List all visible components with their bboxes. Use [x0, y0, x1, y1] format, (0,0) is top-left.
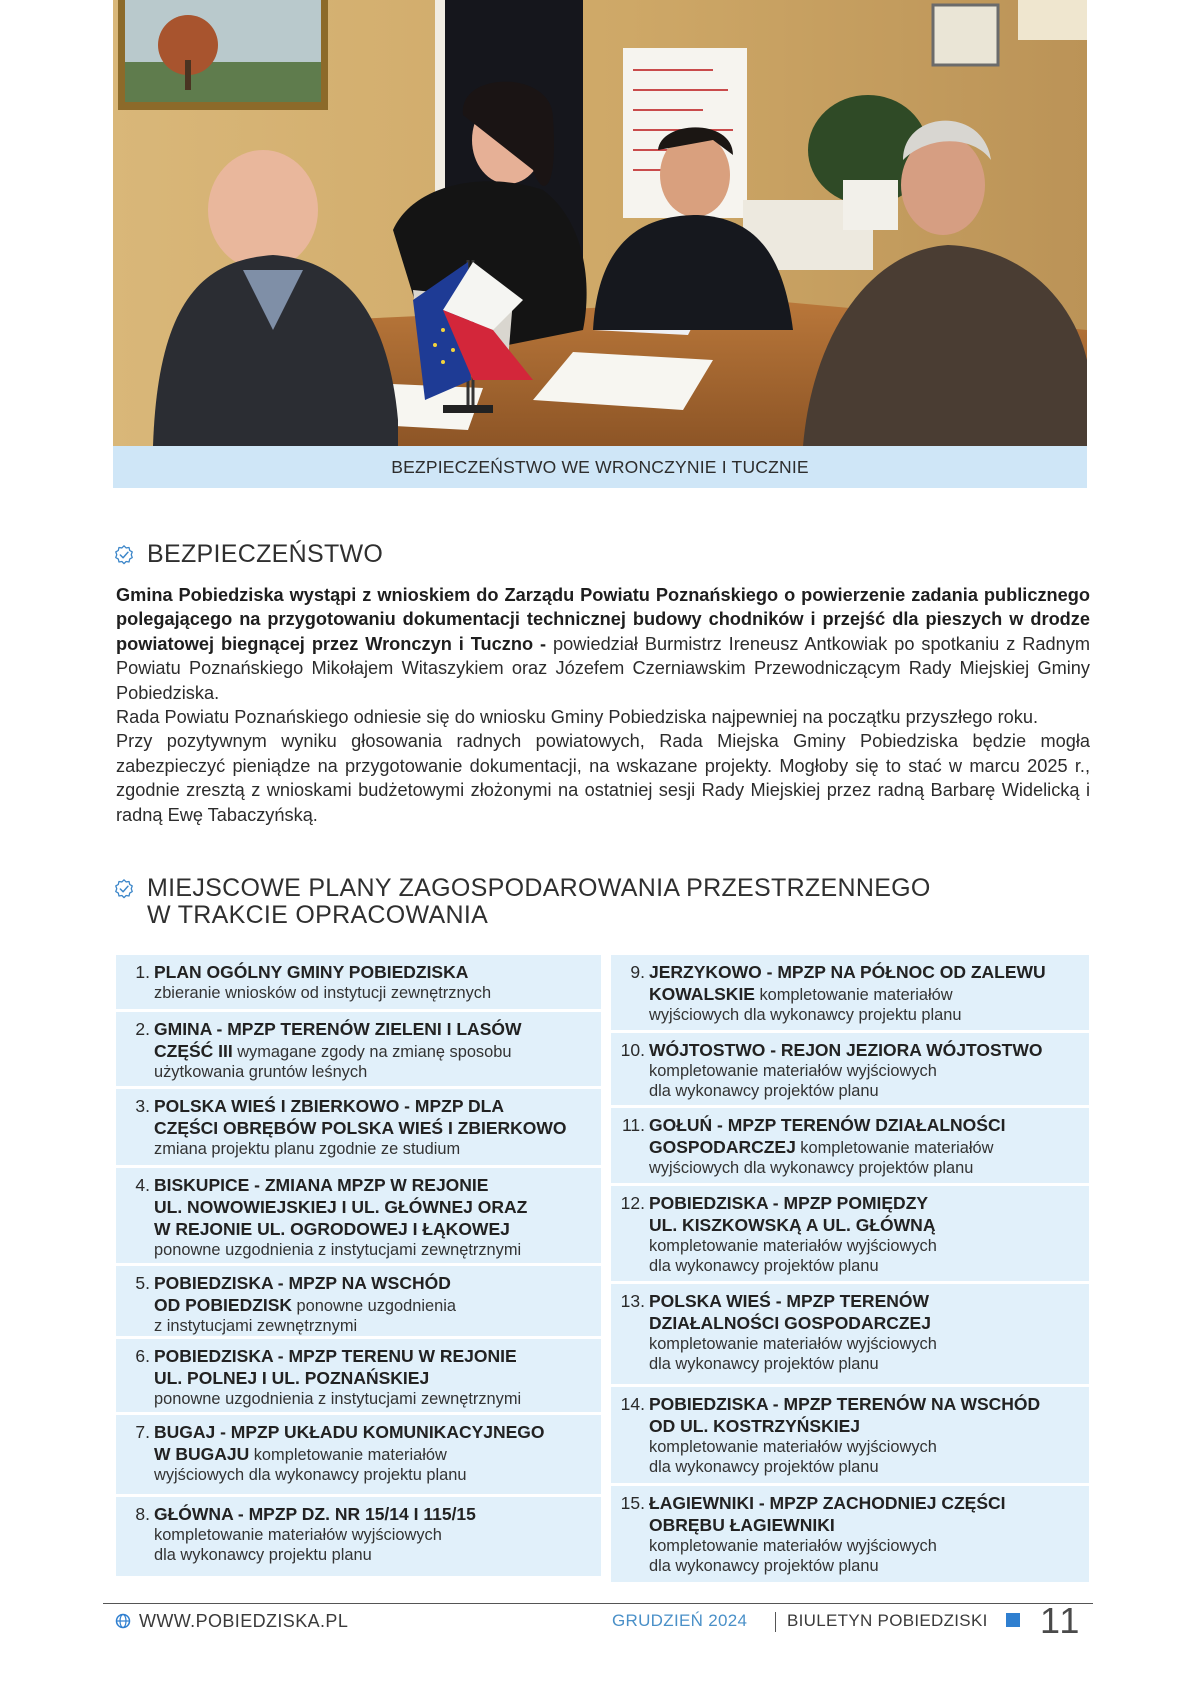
- plan-status: kompletowanie materiałów wyjściowych: [649, 1062, 937, 1080]
- plan-title: POLSKA WIEŚ I ZBIERKOWO - MPZP DLA: [154, 1096, 504, 1116]
- plan-number: 2.: [135, 1019, 150, 1039]
- plan-status: ponowne uzgodnienia: [296, 1297, 457, 1315]
- plan-item: [116, 1497, 601, 1576]
- plan-number: 9.: [630, 962, 645, 982]
- plan-title-cont: DZIAŁALNOŚCI GOSPODARCZEJ: [649, 1313, 931, 1333]
- plan-number: 12.: [620, 1193, 645, 1213]
- plan-title-cont: W BUGAJU: [154, 1444, 250, 1464]
- magazine-name: BIULETYN POBIEDZISKI: [787, 1611, 988, 1630]
- plan-number: 7.: [135, 1422, 150, 1442]
- plan-item: [116, 1415, 601, 1494]
- section-title-line-2: W TRAKCIE OPRACOWANIA: [147, 901, 489, 929]
- issue-date: GRUDZIEŃ 2024: [612, 1611, 748, 1630]
- plan-item: [611, 955, 1089, 1030]
- plan-status: kompletowanie materiałów wyjściowych: [154, 1526, 442, 1544]
- section-title-line-1: MIEJSCOWE PLANY ZAGOSPODAROWANIA PRZESTRZENNEGO: [147, 874, 931, 902]
- plan-title: POBIEDZISKA - MPZP POMIĘDZY: [649, 1193, 929, 1213]
- plan-title-cont: CZĘŚCI OBRĘBÓW POLSKA WIEŚ I ZBIERKOWO: [154, 1118, 567, 1138]
- plan-title: POLSKA WIEŚ - MPZP TERENÓW: [649, 1291, 930, 1311]
- plan-number: 14.: [620, 1394, 645, 1414]
- plan-title: POBIEDZISKA - MPZP NA WSCHÓD: [154, 1273, 451, 1293]
- website-text: WWW.POBIEDZISKA.PL: [139, 1610, 349, 1631]
- plan-status-cont: z instytucjami zewnętrznymi: [154, 1317, 358, 1335]
- accent-square: [1006, 1613, 1020, 1627]
- plan-status: kompletowanie materiałów: [800, 1139, 994, 1157]
- plan-status-cont: dla wykonawcy projektów planu: [649, 1557, 879, 1575]
- plan-number: 1.: [135, 962, 150, 982]
- plan-item: [611, 1108, 1089, 1183]
- website-link[interactable]: [115, 1604, 348, 1638]
- article-lead-bold: Gmina Pobiedziska wystąpi z wnioskiem do Zarządu Powiatu Poznańskiego o powierzenie zadania publicznego polegającego na przygotowaniu dokumentacji technicznej budowy chodników i przejść dla pieszych w drodze powiatowej biegnącej przez Wronczyn i Tuczno -: [116, 585, 1090, 654]
- plan-status: kompletowanie materiałów wyjściowych: [649, 1335, 937, 1353]
- section-heading-plans: [113, 875, 931, 929]
- plan-title-cont: UL. NOWOWIEJSKIEJ I UL. GŁÓWNEJ ORAZ: [154, 1197, 528, 1217]
- article-paragraph: Rada Powiatu Poznańskiego odniesie się do wniosku Gminy Pobiedziska najpewniej na początku przyszłego roku.: [116, 707, 1039, 728]
- plan-status-cont: wyjściowych dla wykonawcy projektu planu: [154, 1466, 467, 1484]
- plan-status: kompletowanie materiałów: [759, 986, 953, 1004]
- meeting-photo-illustration: [113, 0, 1087, 446]
- plan-title: GOŁUŃ - MPZP TERENÓW DZIAŁALNOŚCI: [649, 1115, 1006, 1135]
- plan-title: POBIEDZISKA - MPZP TERENU W REJONIE: [154, 1346, 517, 1366]
- plan-item: [116, 1089, 601, 1165]
- plan-item: [611, 1033, 1089, 1105]
- plan-item: [116, 955, 601, 1009]
- plan-number: 6.: [135, 1346, 150, 1366]
- plan-number: 3.: [135, 1096, 150, 1116]
- plan-item: [116, 1012, 601, 1086]
- plan-number: 4.: [135, 1175, 150, 1195]
- plan-title-cont: W REJONIE UL. OGRODOWEJ I ŁĄKOWEJ: [154, 1219, 510, 1239]
- plan-title-cont: UL. KISZKOWSKĄ A UL. GŁÓWNĄ: [649, 1215, 936, 1235]
- section-title: BEZPIECZEŃSTWO: [147, 540, 384, 568]
- plan-title: BUGAJ - MPZP UKŁADU KOMUNIKACYJNEGO: [154, 1422, 545, 1442]
- plan-item: [611, 1486, 1089, 1582]
- plan-status-cont: wyjściowych dla wykonawcy projektu planu: [649, 1006, 962, 1024]
- plan-title-cont: OBRĘBU ŁAGIEWNIKI: [649, 1515, 835, 1535]
- plan-title: POBIEDZISKA - MPZP TERENÓW NA WSCHÓD: [649, 1394, 1041, 1414]
- article-lead-rest: powiedział Burmistrz Ireneusz Antkowiak po spotkaniu z Radnym Powiatu Poznańskiego Mikołajem Witaszykiem oraz Józefem Czerniawskim Przewodniczącym Rady Miejskiej Gminy Pobiedziska.: [116, 633, 1090, 703]
- plan-title: ŁAGIEWNIKI - MPZP ZACHODNIEJ CZĘŚCI: [649, 1493, 1006, 1513]
- page-number: 11: [1040, 1600, 1082, 1641]
- plan-status: kompletowanie materiałów: [253, 1446, 447, 1464]
- plan-title-cont: UL. POLNEJ I UL. POZNAŃSKIEJ: [154, 1368, 430, 1388]
- plan-status: wymagane zgody na zmianę sposobu: [237, 1043, 512, 1061]
- plan-status: ponowne uzgodnienia z instytucjami zewnętrznymi: [154, 1241, 522, 1259]
- check-badge-icon: [113, 878, 135, 900]
- plan-status-cont: dla wykonawcy projektów planu: [649, 1082, 879, 1100]
- plan-item: [116, 1168, 601, 1263]
- plan-status: zmiana projektu planu zgodnie ze studium: [154, 1140, 461, 1158]
- plan-title: JERZYKOWO - MPZP NA PÓŁNOC OD ZALEWU: [649, 962, 1046, 982]
- plan-number: 8.: [135, 1504, 150, 1524]
- plan-title-cont: GOSPODARCZEJ: [649, 1137, 796, 1157]
- check-badge-icon: [113, 544, 135, 566]
- plan-status: kompletowanie materiałów wyjściowych: [649, 1237, 937, 1255]
- plan-title-cont: CZĘŚĆ III: [154, 1041, 233, 1061]
- meeting-photo: [113, 0, 1087, 446]
- plan-title-cont: OD POBIEDZISK: [154, 1295, 293, 1315]
- plan-title: PLAN OGÓLNY GMINY POBIEDZISKA: [154, 962, 469, 982]
- article-paragraph: [116, 583, 1090, 705]
- article-body: [116, 583, 1090, 827]
- plan-item: [116, 1339, 601, 1412]
- plan-number: 13.: [620, 1291, 645, 1311]
- plan-title: WÓJTOSTWO - REJON JEZIORA WÓJTOSTWO: [649, 1040, 1043, 1060]
- plan-title: GMINA - MPZP TERENÓW ZIELENI I LASÓW: [154, 1019, 522, 1039]
- page-footer: [0, 1600, 1190, 1654]
- plan-status-cont: dla wykonawcy projektu planu: [154, 1546, 372, 1564]
- plan-title-cont: OD UL. KOSTRZYŃSKIEJ: [649, 1416, 860, 1436]
- plan-title: BISKUPICE - ZMIANA MPZP W REJONIE: [154, 1175, 489, 1195]
- plan-status: kompletowanie materiałów wyjściowych: [649, 1438, 937, 1456]
- plan-item: [611, 1284, 1089, 1384]
- plan-number: 15.: [620, 1493, 645, 1513]
- plan-item: [611, 1387, 1089, 1483]
- plan-status: zbieranie wniosków od instytucji zewnętrznych: [154, 984, 492, 1002]
- plan-item: [116, 1266, 601, 1336]
- plan-status-cont: użytkowania gruntów leśnych: [154, 1063, 368, 1081]
- plan-number: 11.: [621, 1115, 645, 1135]
- article-paragraph: Przy pozytywnym wyniku głosowania radnych powiatowych, Rada Miejska Gminy Pobiedziska będzie mogła zabezpieczyć pieniądze na przygotowanie dokumentacji, na wskazane projekty. Mogłoby się to stać w marcu 2025 r., zgodnie zresztą z wnioskami budżetowymi złożonymi na ostatniej sesji Rady Miejskiej przez radną Barbarę Widelicką i radną Ewę Tabaczyńską.: [116, 731, 1090, 825]
- plan-status-cont: dla wykonawcy projektów planu: [649, 1355, 879, 1373]
- plan-status-cont: dla wykonawcy projektów planu: [649, 1257, 879, 1275]
- plan-number: 5.: [135, 1273, 150, 1293]
- section-heading-security: [113, 541, 383, 568]
- plan-status: ponowne uzgodnienia z instytucjami zewnętrznymi: [154, 1390, 522, 1408]
- photo-caption: BEZPIECZEŃSTWO WE WRONCZYNIE I TUCZNIE: [113, 446, 1087, 488]
- plan-title-cont: KOWALSKIE: [649, 984, 755, 1004]
- plan-status-cont: wyjściowych dla wykonawcy projektów planu: [649, 1159, 974, 1177]
- plan-status: kompletowanie materiałów wyjściowych: [649, 1537, 937, 1555]
- plan-title: GŁÓWNA - MPZP DZ. NR 15/14 I 115/15: [154, 1504, 476, 1524]
- plan-status-cont: dla wykonawcy projektów planu: [649, 1458, 879, 1476]
- plan-item: [611, 1186, 1089, 1281]
- globe-icon: [115, 1613, 131, 1629]
- plan-number: 10.: [620, 1040, 645, 1060]
- footer-separator: [775, 1612, 776, 1632]
- plans-list-left: [116, 955, 601, 1579]
- plans-list-right: [611, 955, 1089, 1585]
